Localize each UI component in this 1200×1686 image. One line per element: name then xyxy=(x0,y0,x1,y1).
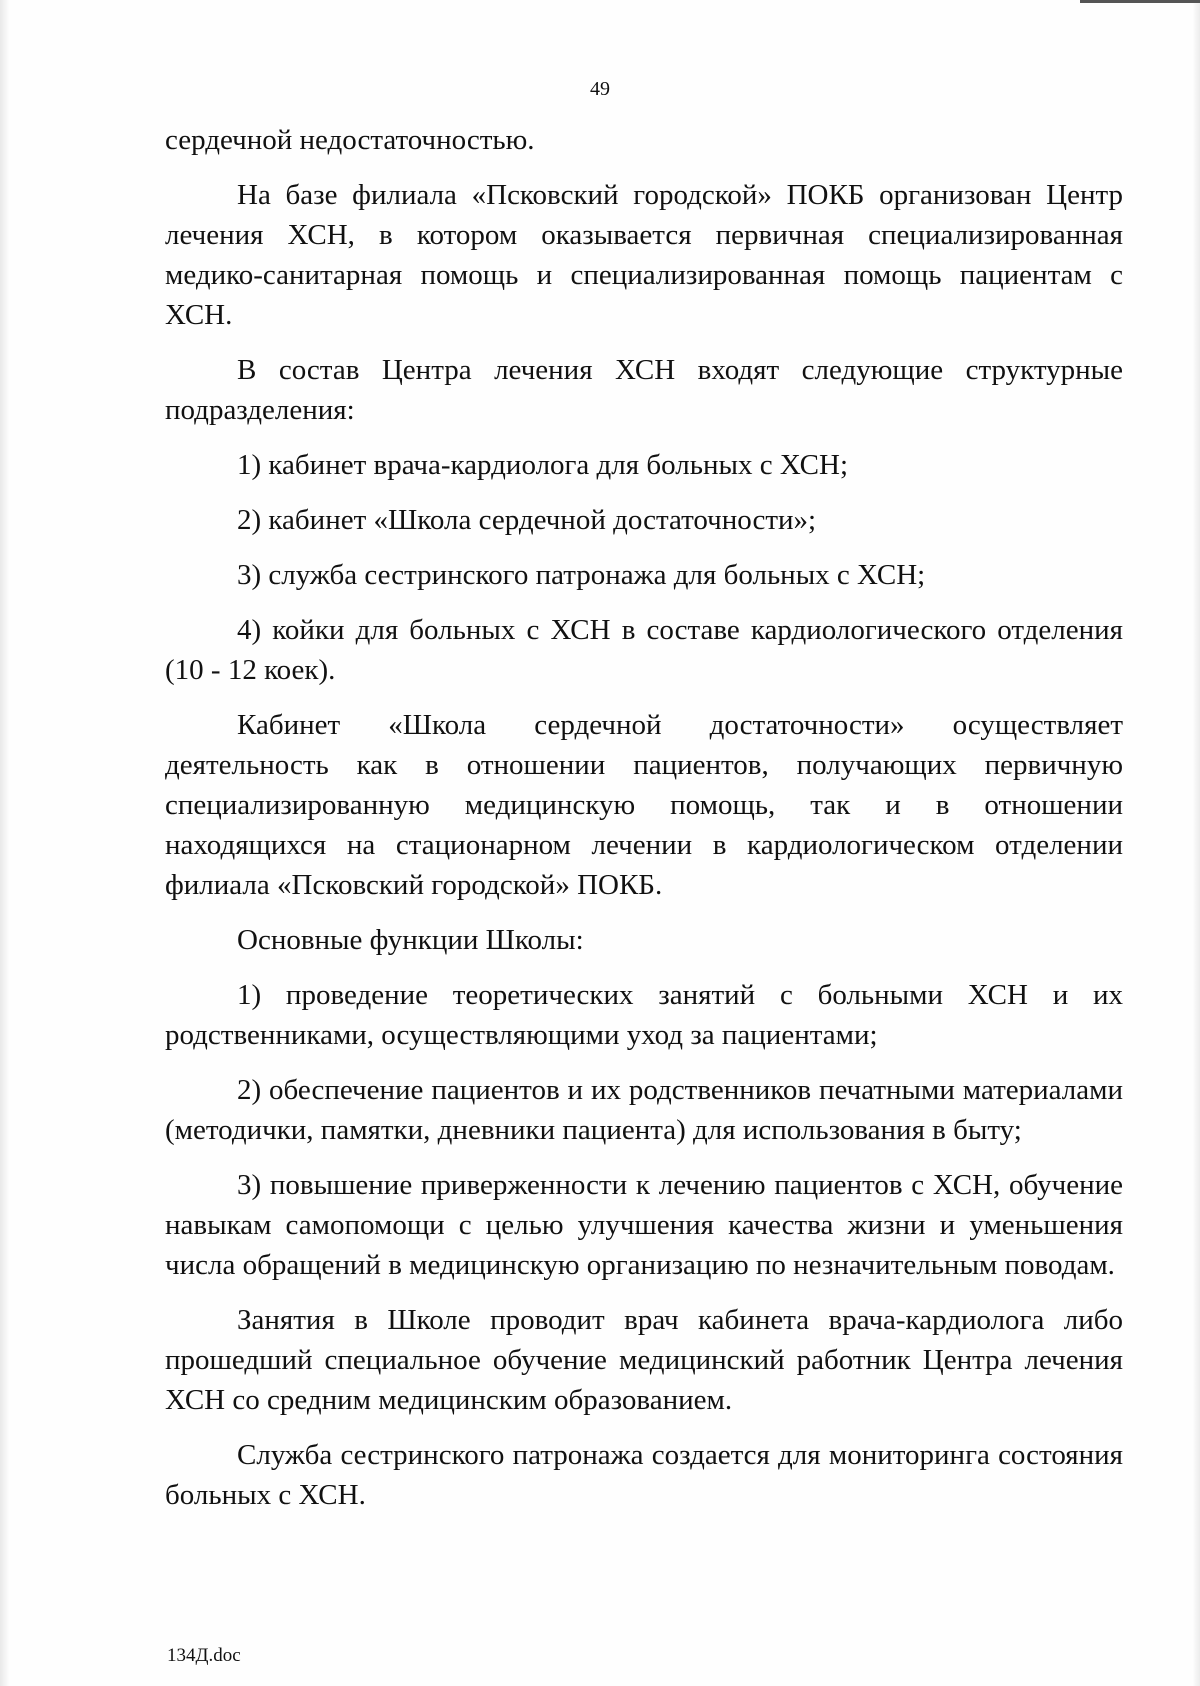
list-item-4: 4) койки для больных с ХСН в составе кардиологического отделения (10 - 12 коек). xyxy=(165,614,1123,686)
function-item-1: 1) проведение теоретических занятий с больными ХСН и их родственниками, осуществляющими уход за пациентами; xyxy=(165,979,1123,1051)
paragraph-school-cabinet: Кабинет «Школа сердечной достаточности» осуществляет деятельность как в отношении пациентов, получающих первичную специализированную медицинскую помощь, так и в отношении находящихся на стационарном лечении в кардиологическом отделении филиала «Псковский городской» ПОКБ. xyxy=(165,709,1123,901)
function-item-3: 3) повышение приверженности к лечению пациентов с ХСН, обучение навыкам самопомощи с целью улучшения качества жизни и уменьшения числа обращений в медицинскую организацию по незначительным поводам. xyxy=(165,1169,1123,1281)
function-item-2: 2) обеспечение пациентов и их родственников печатными материалами (методички, памятки, дневники пациента) для использования в быту; xyxy=(165,1074,1123,1146)
paragraph-nursing-service: Служба сестринского патронажа создается для мониторинга состояния больных с ХСН. xyxy=(165,1439,1123,1511)
list-item-1: 1) кабинет врача-кардиолога для больных с ХСН; xyxy=(237,449,848,481)
paragraph-center-base: На базе филиала «Псковский городской» ПОКБ организован Центр лечения ХСН, в котором оказывается первичная специализированная медико-санитарная помощь и специализированная помощь пациентам с ХСН. xyxy=(165,179,1123,331)
paragraph-school-staff: Занятия в Школе проводит врач кабинета врача-кардиолога либо прошедший специальное обучение медицинский работник Центра лечения ХСН со средним медицинским образованием. xyxy=(165,1304,1123,1416)
paragraph-school-functions-heading: Основные функции Школы: xyxy=(237,924,584,956)
scan-edge-top-line xyxy=(1080,0,1200,3)
scan-edge-right xyxy=(1192,0,1200,1686)
document-body xyxy=(165,120,1123,1530)
paragraph-center-structure: В состав Центра лечения ХСН входят следующие структурные подразделения: xyxy=(165,354,1123,426)
list-item-3: 3) служба сестринского патронажа для больных с ХСН; xyxy=(237,559,926,591)
page-number: 49 xyxy=(590,78,610,100)
paragraph-continuation: сердечной недостаточностью. xyxy=(165,124,535,156)
scan-edge-left xyxy=(0,0,10,1686)
document-filename: 134Д.doc xyxy=(167,1645,241,1666)
list-item-2: 2) кабинет «Школа сердечной достаточности»; xyxy=(237,504,817,536)
